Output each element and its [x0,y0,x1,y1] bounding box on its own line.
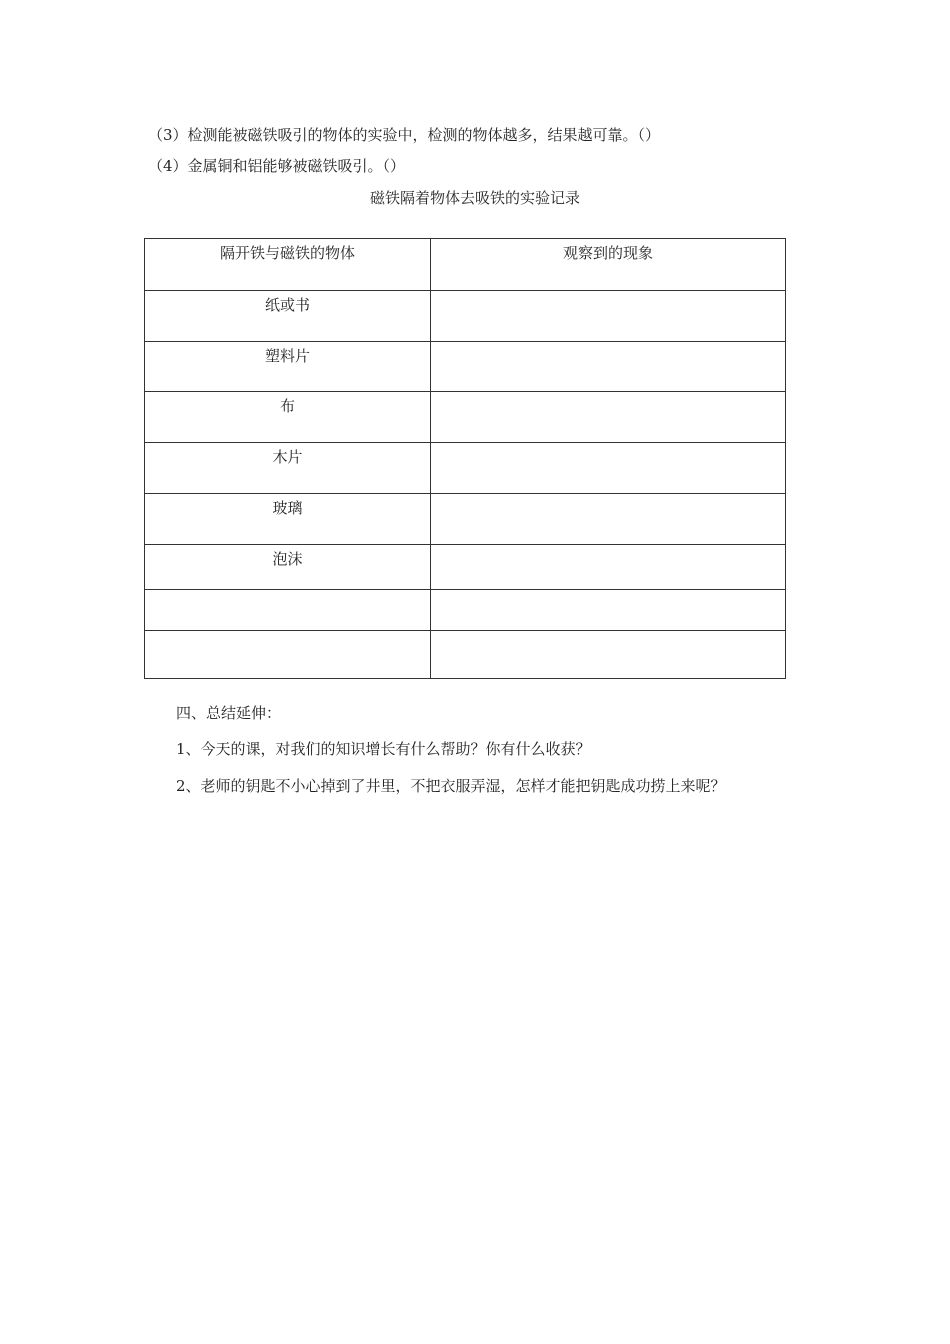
row-object[interactable] [145,631,431,679]
row-observation[interactable] [431,443,786,494]
row-observation[interactable] [431,291,786,342]
row-object: 布 [145,392,431,443]
experiment-record-table [144,238,786,679]
table-row [145,494,786,545]
row-object: 塑料片 [145,342,431,392]
header-object: 隔开铁与磁铁的物体 [145,239,431,291]
question-4: （4）金属铜和铝能够被磁铁吸引。（） [148,157,406,175]
table-row [145,443,786,494]
table-row [145,342,786,392]
row-object: 木片 [145,443,431,494]
table-row [145,545,786,590]
table-title: 磁铁隔着物体去吸铁的实验记录 [369,189,580,207]
summary-question-2: 2、老师的钥匙不小心掉到了井里，不把衣服弄湿，怎样才能把钥匙成功捞上来呢？ [176,777,726,795]
table-header-row [145,239,786,291]
question-3: （3）检测能被磁铁吸引的物体的实验中，检测的物体越多，结果越可靠。（） [148,126,661,144]
row-observation[interactable] [431,494,786,545]
table-row [145,291,786,342]
summary-title: 四、总结延伸： [176,704,282,722]
table-row [145,631,786,679]
table-row [145,392,786,443]
row-observation[interactable] [431,545,786,590]
row-observation[interactable] [431,342,786,392]
header-observation: 观察到的现象 [431,239,786,291]
row-observation[interactable] [431,631,786,679]
row-observation[interactable] [431,590,786,631]
table-row [145,590,786,631]
summary-question-1: 1、今天的课，对我们的知识增长有什么帮助？你有什么收获？ [176,740,591,758]
row-object: 泡沫 [145,545,431,590]
row-object: 玻璃 [145,494,431,545]
row-observation[interactable] [431,392,786,443]
row-object[interactable] [145,590,431,631]
row-object: 纸或书 [145,291,431,342]
